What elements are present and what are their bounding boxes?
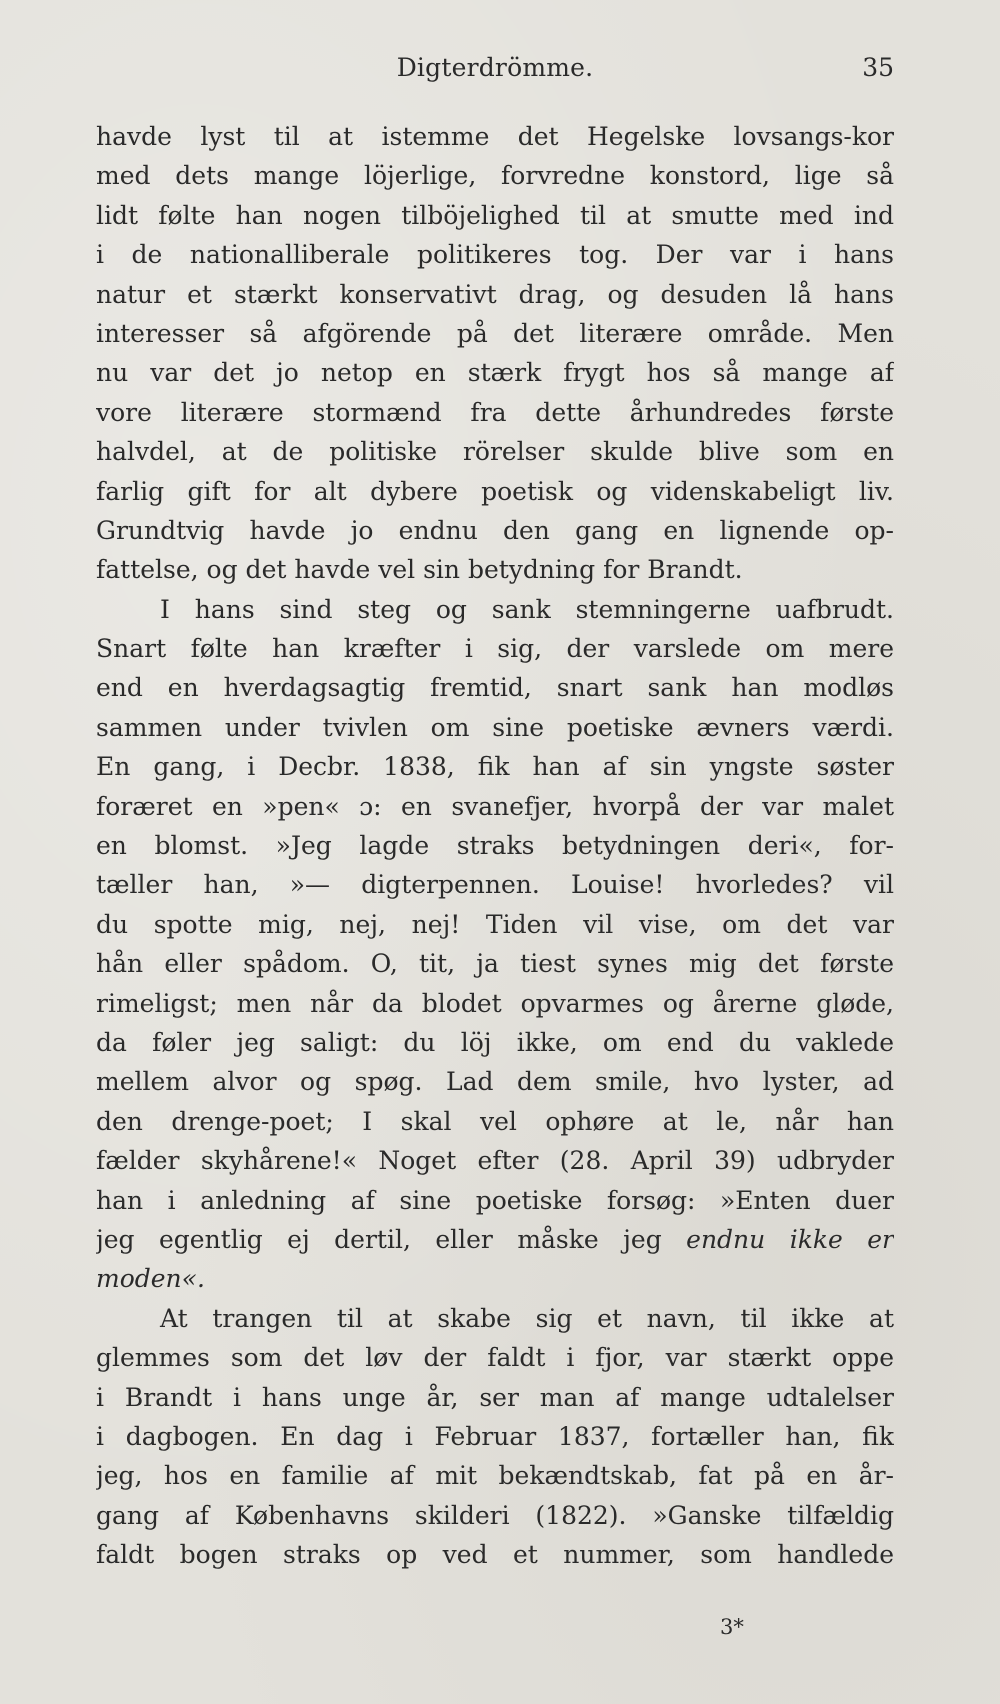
text-line: nu var det jo netop en stærk frygt hos så mange af: [96, 358, 894, 388]
text-line: Grundtvig havde jo endnu den gang en lignende op-: [96, 515, 894, 545]
text-line: fattelse, og det havde vel sin betydning for Brandt.: [96, 555, 743, 585]
text-line: jeg, hos en familie af mit bekændtskab, fat på en år-: [96, 1461, 894, 1491]
text-line: du spotte mig, nej, nej! Tiden vil vise, om det var: [96, 909, 894, 939]
body-text: [96, 117, 894, 1574]
running-title: Digterdrömme.: [396, 53, 594, 82]
text-line: farlig gift for alt dybere poetisk og videnskabeligt liv.: [96, 476, 894, 506]
text-line: vore literære stormænd fra dette århundredes første: [96, 397, 894, 427]
page-number: 35: [862, 53, 894, 82]
signature-mark: 3*: [720, 1615, 744, 1639]
text-line: rimeligst; men når da blodet opvarmes og årerne gløde,: [96, 988, 894, 1018]
text-line: i Brandt i hans unge år, ser man af mange udtalelser: [96, 1382, 894, 1412]
text-line: i de nationalliberale politikeres tog. Der var i hans: [96, 240, 894, 270]
text-line: lidt følte han nogen tilböjelighed til at smutte med ind: [96, 200, 894, 230]
text-line: end en hverdagsagtig fremtid, snart sank han modløs: [96, 673, 894, 703]
text-line: han i anledning af sine poetiske forsøg: »Enten duer: [96, 1185, 894, 1215]
text-line: hån eller spådom. O, tit, ja tiest synes mig det første: [96, 949, 894, 979]
text-line: foræret en »pen« ɔ: en svanefjer, hvorpå der var malet: [96, 791, 894, 821]
text-line-italic: [96, 1259, 894, 1298]
text-line-paragraph-start: I hans sind steg og sank stemningerne uafbrudt.: [160, 594, 894, 624]
text-line: Snart følte han kræfter i sig, der varslede om mere: [96, 634, 894, 664]
text-line: tæller han, »— digterpennen. Louise! hvorledes? vil: [96, 870, 894, 900]
text-line: sammen under tvivlen om sine poetiske ævners værdi.: [96, 712, 894, 742]
text-line: en blomst. »Jeg lagde straks betydningen deri«, for-: [96, 831, 894, 861]
text-line: En gang, i Decbr. 1838, fik han af sin yngste søster: [96, 752, 894, 782]
text-line: i dagbogen. En dag i Februar 1837, fortæller han, fik: [96, 1421, 894, 1451]
text-line: glemmes som det løv der faldt i fjor, var stærkt oppe: [96, 1343, 894, 1373]
running-head: [96, 48, 894, 88]
text-line-paragraph-start: At trangen til at skabe sig et navn, til ikke at: [160, 1303, 894, 1333]
text-line: faldt bogen straks op ved et nummer, som handlede: [96, 1540, 894, 1570]
text-line: med dets mange löjerlige, forvredne konstord, lige så: [96, 161, 894, 191]
text-segment: jeg egentlig ej dertil, eller måske jeg: [96, 1224, 662, 1254]
italic-text: endnu ikke er: [686, 1224, 894, 1254]
text-line: havde lyst til at istemme det Hegelske lovsangs-kor: [96, 122, 894, 151]
text-line: gang af Københavns skilderi (1822). »Ganske tilfældig: [96, 1500, 894, 1530]
text-line: halvdel, at de politiske rörelser skulde blive som en: [96, 437, 894, 467]
text-line: da føler jeg saligt: du löj ikke, om end du vaklede: [96, 1027, 894, 1057]
text-line: fælder skyhårene!« Noget efter (28. April 39) udbryder: [96, 1146, 894, 1176]
text-line: den drenge-poet; I skal vel ophøre at le, når han: [96, 1106, 894, 1136]
text-line: interesser så afgörende på det literære område. Men: [96, 318, 894, 348]
text-line: mellem alvor og spøg. Lad dem smile, hvo lyster, ad: [96, 1067, 894, 1097]
text-line: natur et stærkt konservativt drag, og desuden lå hans: [96, 279, 894, 309]
text-line-with-italic: [96, 1220, 894, 1259]
italic-text: moden«.: [96, 1264, 205, 1294]
